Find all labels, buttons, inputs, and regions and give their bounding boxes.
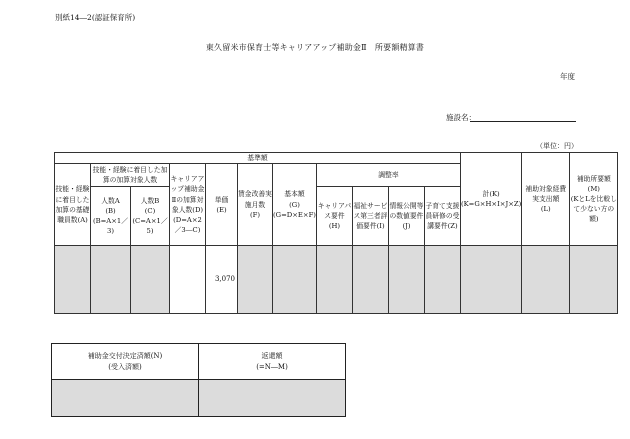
count-c-header: 人数B (C) (C=A×1／5)	[131, 187, 170, 246]
cell-m[interactable]	[570, 246, 618, 314]
refund-table	[51, 343, 346, 417]
career-path-h-header: キャリアパス要件 (H)	[316, 187, 352, 246]
cell-l[interactable]	[522, 246, 570, 314]
cell-h[interactable]	[316, 246, 352, 314]
actual-expense-l-header: 補助対象経費実支出額 (L)	[522, 153, 570, 246]
count-b-header: 人数A (B) (B=A×1／3)	[91, 187, 131, 246]
settlement-table	[54, 152, 618, 314]
disclosure-j-header: 情報公開等の数値要件 (J)	[388, 187, 424, 246]
facility-name-field[interactable]	[470, 121, 576, 122]
facility-name-label: 施設名：	[446, 113, 476, 122]
fiscal-year-label: 年度	[560, 72, 575, 81]
unit-label: （単位：円）	[536, 142, 578, 150]
cell-k[interactable]	[460, 246, 521, 314]
training-z-header: 子育て支援員研修の受講要件(Z)	[424, 187, 460, 246]
added-staff-group-header: 技能・経験に着目した加算の加算対象人数	[91, 164, 170, 187]
cell-f[interactable]	[238, 246, 273, 314]
cell-g[interactable]	[273, 246, 317, 314]
cell-refund[interactable]	[199, 380, 346, 417]
cell-c[interactable]	[131, 246, 170, 314]
cell-a[interactable]	[55, 246, 91, 314]
cell-b[interactable]	[91, 246, 131, 314]
form-number-label: 別紙14―2(認証保育所)	[55, 13, 136, 22]
refund-amount-header: 返還額 (=N―M)	[199, 344, 346, 380]
unit-price-e-header: 単価 (E)	[206, 164, 238, 246]
months-f-header: 賃金改善実施月数 (F)	[238, 164, 273, 246]
cell-d[interactable]	[170, 246, 206, 314]
cell-j[interactable]	[388, 246, 424, 314]
document-title: 東久留米市保育士等キャリアアップ補助金Ⅱ 所要額精算書	[205, 43, 425, 52]
grant-decided-n-header: 補助金交付決定済額(N) (受入済額)	[52, 344, 199, 380]
required-amount-m-header: 補助所要額 (M) (KとLを比較して少ない方の額)	[570, 153, 618, 246]
base-staff-a-header: 技能・経験に着目した加算の基礎職員数(A)	[55, 164, 91, 246]
cell-i[interactable]	[352, 246, 388, 314]
cell-z[interactable]	[424, 246, 460, 314]
base-amount-g-header: 基本額 (G) (G=D×E×F)	[273, 164, 317, 246]
total-k-header: 計(K) (K=G×H×I×J×Z)	[460, 153, 521, 246]
third-party-i-header: 福祉サービス第三者評価要件(I)	[352, 187, 388, 246]
standard-amount-header: 基準額	[55, 153, 461, 164]
target-count-d-header: キャリアアップ補助金Ⅱの加算対象人数(D) (D=A×2／3―C)	[170, 164, 206, 246]
cell-n[interactable]	[52, 380, 199, 417]
adjustment-rate-header: 調整率	[316, 164, 460, 187]
cell-e-unit-price: 3,070	[206, 246, 238, 314]
